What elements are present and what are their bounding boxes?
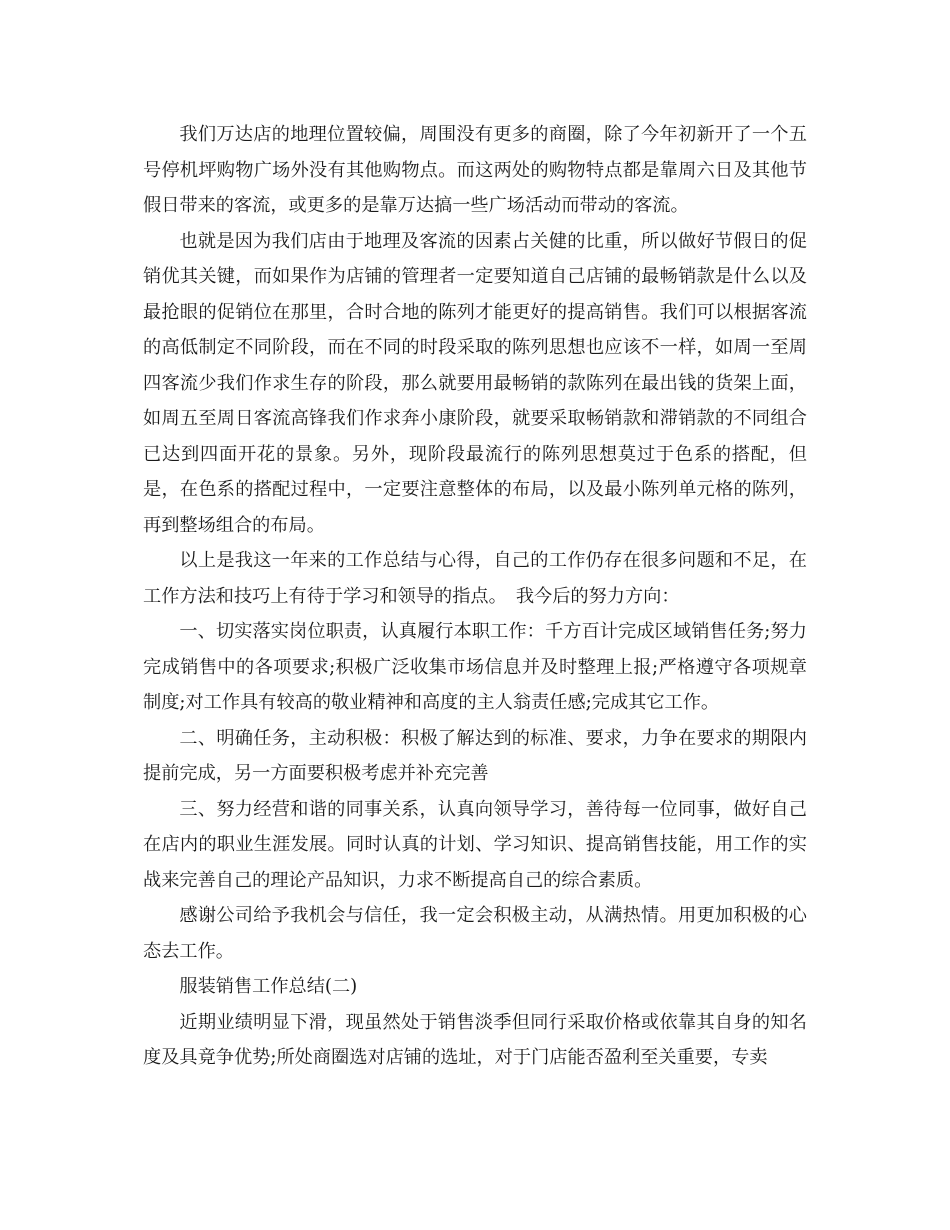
section-heading: 服装销售工作总结(二)	[179, 976, 358, 997]
document-body	[143, 117, 807, 1076]
paragraph-goal-three: 三、努力经营和谐的同事关系，认真向领导学习，善待每一位同事，做好自己在店内的职业生涯发展。同时认真的计划、学习知识、提高销售技能，用工作的实战来完善自己的理论产品知识，力求不断提高自己的综合素质。	[143, 798, 807, 891]
paragraph-sales-decline: 近期业绩明显下滑，现虽然处于销售淡季但同行采取价格或依靠其自身的知名度及具竟争优势;所处商圈选对店铺的选址，对于门店能否盈利至关重要，专卖	[143, 1011, 807, 1068]
paragraph-thanks: 感谢公司给予我机会与信任，我一定会积极主动，从满热情。用更加积极的心态去工作。	[143, 905, 807, 962]
paragraph-store-location: 我们万达店的地理位置较偏，周围没有更多的商圈，除了今年初新开了一个五号停机坪购物广场外没有其他购物点。而这两处的购物特点都是靠周六日及其他节假日带来的客流，或更多的是靠万达搞一些广场活动而带动的客流。	[143, 124, 807, 216]
paragraph-goal-two: 二、明确任务，主动积极：积极了解达到的标准、要求，力争在要求的期限内提前完成，另一方面要积极考虑并补充完善	[143, 727, 807, 784]
paragraph-goal-one: 一、切实落实岗位职责，认真履行本职工作：千方百计完成区域销售任务;努力完成销售中的各项要求;积极广泛收集市场信息并及时整理上报;严格遵守各项规章制度;对工作具有较高的敬业精神和高度的主人翁责任感;完成其它工作。	[143, 621, 807, 713]
paragraph-display-strategy: 也就是因为我们店由于地理及客流的因素占关健的比重，所以做好节假日的促销优其关键，而如果作为店铺的管理者一定要知道自己店铺的最畅销款是什么以及最抢眼的促销位在那里，合时合地的陈列才能更好的提高销售。我们可以根据客流的高低制定不同阶段，而在不同的时段采取的陈列思想也应该不一样，如周一至周四客流少我们作求生存的阶段，那么就要用最畅销的款陈列在最出钱的货架上面，如周五至周日客流高锋我们作求奔小康阶段，就要采取畅销款和滞销款的不同组合已达到四面开花的景象。另外，现阶段最流行的陈列思想莫过于色系的搭配，但是，在色系的搭配过程中，一定要注意整体的布局，以及最小陈列单元格的陈列，再到整场组合的布局。	[143, 230, 807, 536]
paragraph-summary: 以上是我这一年来的工作总结与心得，自己的工作仍存在很多问题和不足，在工作方法和技巧上有待于学习和领导的指点。 我今后的努力方向：	[143, 550, 807, 607]
